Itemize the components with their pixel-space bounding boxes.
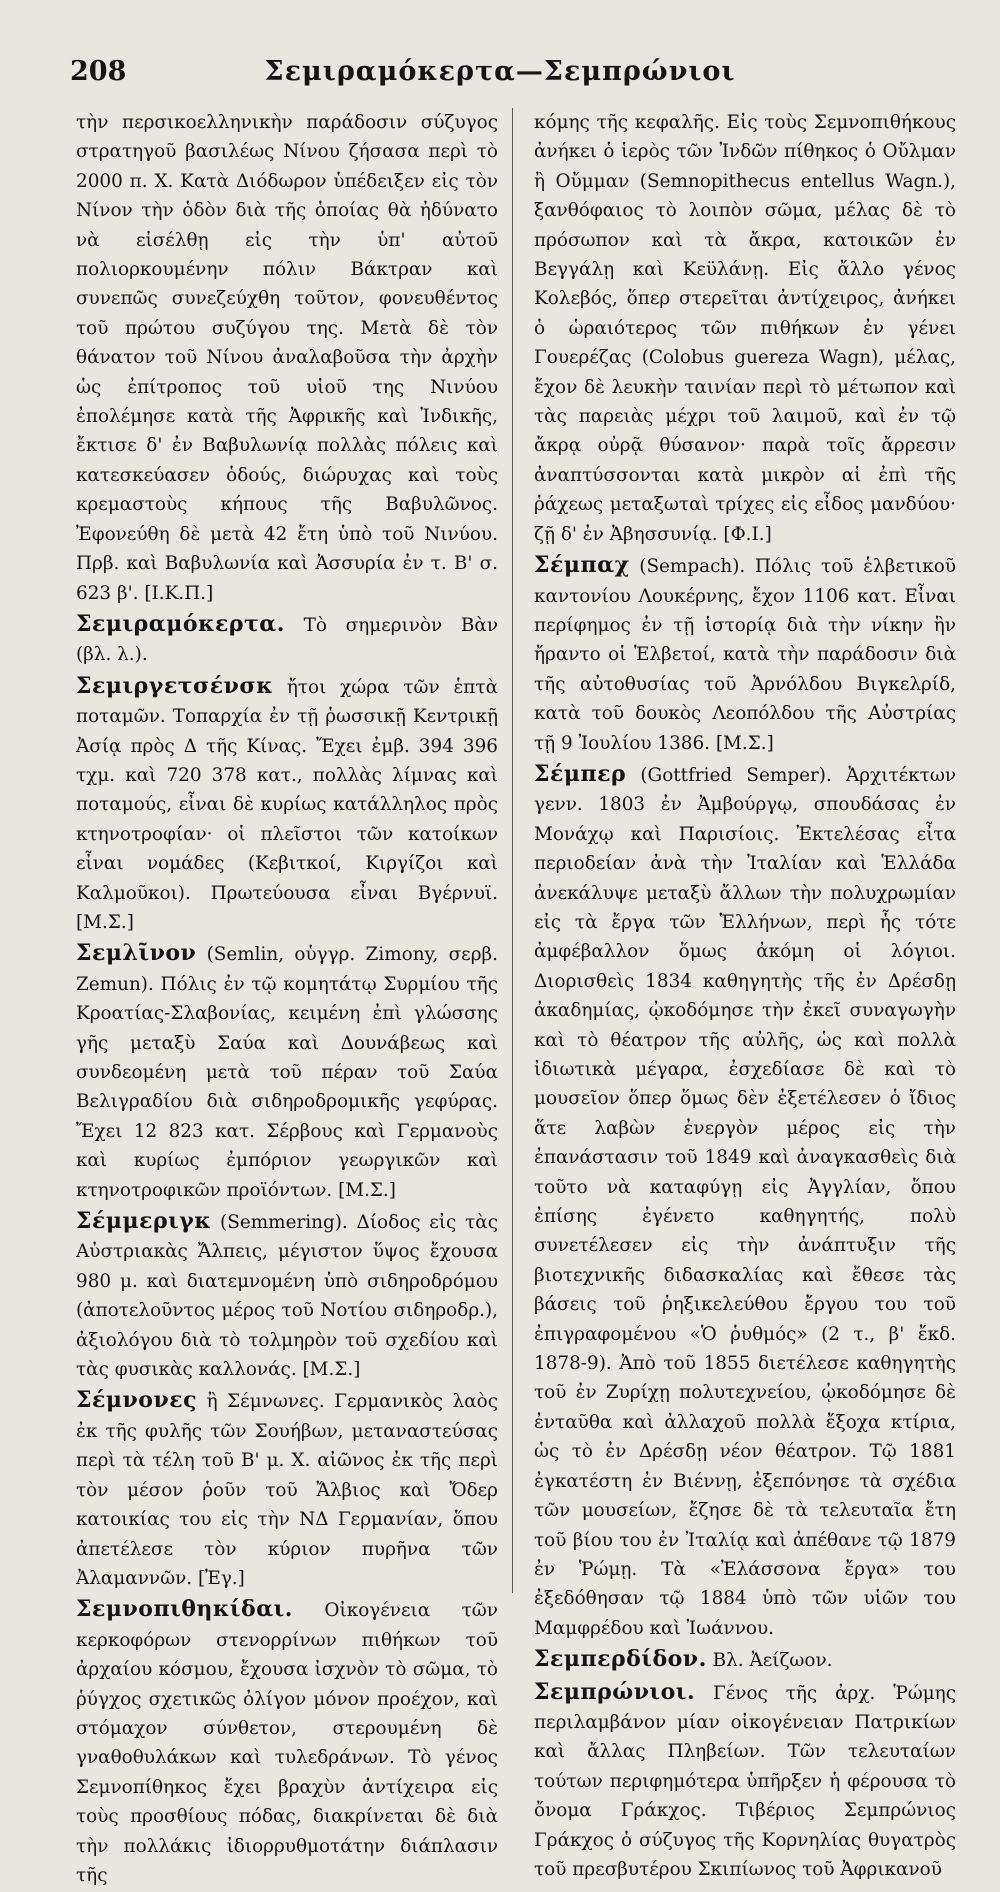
right-column [534,108,956,1886]
entry-text: Τὸ σημερινὸν Βὰν (βλ. λ.). [76,614,498,666]
entry-text: ἤτοι χώρα τῶν ἑπτὰ ποταμῶν. Τοπαρχία ἐν τῇ ῥωσσικῇ Κεντρικῇ Ἀσίᾳ πρὸς Δ τῆς Κίνας. Ἔχει ἐμβ. 394 396 τχμ. καὶ 720 378 κατ., πολλὰς λίμνας καὶ ποταμούς, εἶναι δὲ κυρίως κατάλληλος πρὸς κτηνοτροφίαν· οἱ πλεῖστοι τῶν κατοίκων εἶναι νομάδες (Κεβιτκοί, Κιργίζοι καὶ Καλμοῦκοι). Πρωτεύουσα εἶναι Βγέρνυϊ. [Μ.Σ.] [76,676,498,933]
entry-text: (Sempach). Πόλις τοῦ ἑλβετικοῦ καντονίου Λουκέρνης, ἔχον 1106 κατ. Εἶναι περίφημος ἐν τῇ ἱστορίᾳ διὰ τὴν νίκην ἣν ἤραντο οἱ Ἑλβετοί, κατὰ τὴν παράδοσιν διὰ τῆς αὐτοθυσίας τοῦ Ἀρνόλδου Βιγκελρίδ, κατὰ τοῦ δουκὸς Λεοπόλδου τῆς Αὐστρίας τῇ 9 Ἰουλίου 1386. [Μ.Σ.] [534,556,956,754]
entry-text: Βλ. Ἀείζωον. [706,1650,833,1672]
entry [76,610,498,670]
headword: Σεμνοπιθηκίδαι. [76,1596,293,1623]
running-head: Σεμιραμόκερτα—Σεμπρώνιοι [264,56,736,87]
column-divider [512,108,513,1593]
entry-text: (Semmering). Δίοδος εἰς τὰς Αὐστριακὰς Ἄλπεις, μέγιστον ὕψος ἔχουσα 980 μ. καὶ διατεμνομένη ὑπὸ σιδηροδρόμου (ἀποτελοῦντος μέρος τοῦ Νοτίου σιδηροδρ.), ἀξιολόγου διὰ τὸ τολμηρὸν τοῦ σχεδίου καὶ τὰς φυσικὰς καλλονάς. [Μ.Σ.] [76,1212,498,1381]
entry [76,1386,498,1593]
headword: Σεμιραμόκερτα. [76,610,285,637]
left-column [76,108,498,1892]
entry [76,108,498,608]
entry [76,1207,498,1384]
entry [76,939,498,1205]
headword: Σεμπερδίδον. [534,1646,707,1673]
entry-text: (Gottfried Semper). Ἀρχιτέκτων γενν. 1803 ἐν Ἀμβούργῳ, σπουδάσας ἐν Μονάχῳ καὶ Παρισίοις. Ἐκτελέσας εἶτα περιοδείαν ἀνὰ τὴν Ἰταλίαν καὶ Ἑλλάδα ἀνεκάλυψε μεταξὺ ἄλλων τὴν πολυχρωμίαν εἰς τὰ ἔργα τῶν Ἑλλήνων, περὶ ἧς τότε ἀμφέβαλλον ὅμως ἀκόμη οἱ λόγιοι. Διορισθεὶς 1834 καθηγητὴς τῆς ἐν Δρέσδῃ ἀκαδημίας, ᾠκοδόμησε τὴν ἐκεῖ συναγωγὴν καὶ τὸ θέατρον τῆς αὐλῆς, ὡς καὶ πολλὰ ἰδιωτικὰ μέγαρα, ἐσχεδίασε δὲ καὶ τὸ μουσεῖον ὅπερ ὅμως δὲν ἐξετέλεσεν ὁ ἴδιος ἅτε λαβὼν ἐνεργὸν μέρος εἰς τὴν ἐπανάστασιν τοῦ 1849 καὶ ἀναγκασθεὶς διὰ τοῦτο νὰ καταφύγῃ εἰς Ἀγγλίαν, ὅπου ἐπίσης ἐγένετο καθηγητής, πολὺ συνετέλεσεν εἰς τὴν ἀνάπτυξιν τῆς βιοτεχνικῆς διδασκαλίας καὶ ἔθεσε τὰς βάσεις τοῦ ῥηξικελεύθου ἔργου του τοῦ ἐπιγραφομένου «Ὁ ῥυθμός» (2 τ., β' ἔκδ. 1878-9). Ἀπὸ τοῦ 1855 διετέλεσε καθηγητὴς τοῦ ἐν Ζυρίχῃ πολυτεχνείου, ᾠκοδόμησε δὲ ἐνταῦθα καὶ ἀλλαχοῦ πολλὰ ἔξοχα κτίρια, ὡς τὸ ἐν Δρέσδῃ νέον θέατρον. Τῷ 1881 ἐγκατέστη ἐν Βιέννῃ, ἐξεπόνησε τὰ σχέδια τῶν μουσείων, ἔζησε δὲ τὰ τελευταῖα ἔτη τοῦ βίου του ἐν Ἰταλίᾳ καὶ ἀπέθανε τῷ 1879 ἐν Ῥώμῃ. Τὰ «Ἐλάσσονα ἔργα» του ἐξεδόθησαν τῷ 1884 ὑπὸ τῶν υἱῶν του Μαμφρέδου καὶ Ἰωάννου. [534,764,956,1639]
entry [76,672,498,938]
entry-text: κόμης τῆς κεφαλῆς. Εἰς τοὺς Σεμνοπιθήκους ἀνήκει ὁ ἱερὸς τῶν Ἰνδῶν πίθηκος ὁ Οὔλμαν ἢ Οὔμμαν (Semnopithecus entellus Wagn.), ξανθόφαιος τὸ λοιπὸν σῶμα, μέλας δὲ τὸ πρόσωπον καὶ τὰ ἄκρα, κατοικῶν ἐν Βεγγάλῃ καὶ Κεϋλάνῃ. Εἰς ἄλλο γένος Κολεβός, ὅπερ στερεῖται ἀντίχειρος, ἀνήκει ὁ ὡραιότερος τῶν πιθήκων ἐν γένει Γουερέζας (Colobus guereza Wagn), μέλας, ἔχον δὲ λευκὴν ταινίαν περὶ τὸ μέτωπον καὶ τὰς παρειὰς μέχρι τοῦ λαιμοῦ, καὶ ἐν τῷ ἄκρᾳ οὐρᾷ θύσανον· παρὰ τοῖς ἄρρεσιν ἀναπτύσσονται κατὰ μικρὸν αἱ ἐπὶ τῆς ῥάχεως μεταξωταὶ τρίχες εἰς εἶδος μανδύου· ζῇ δ' ἐν Ἀβησσυνίᾳ. [Φ.Ι.] [534,112,956,545]
page-number: 208 [70,56,127,87]
headword: Σεμλῖνον [76,940,197,967]
entry-text: Γένος τῆς ἀρχ. Ῥώμης περιλαμβάνον μίαν οἰκογένειαν Πατρικίων καὶ ἄλλας Πληβείων. Τῶν τελευταίων τούτων περιφημότερα ὑπῆρξεν ἡ φέρουσα τὸ ὄνομα Γράκχος. Τιβέριος Σεμπρώνιος Γράκχος ὁ σύζυγος τῆς Κορνηλίας θυγατρὸς τοῦ πρεσβυτέρου Σκιπίωνος τοῦ Ἀφρικανοῦ [534,1682,956,1880]
entry [534,1678,956,1885]
entry-text: Οἰκογένεια τῶν κερκοφόρων στενορρίνων πιθήκων τοῦ ἀρχαίου κόσμου, ἔχουσα ἰσχνὸν τὸ σῶμα, τὸ ῥύγχος σχετικῶς ὀλίγον μόνον προέχον, καὶ στόμαχον σύνθετον, στερουμένη δὲ γναθοθυλάκων καὶ τυλεδράνων. Τὸ γένος Σεμνοπίθηκος ἔχει βραχὺν ἀντίχειρα εἰς τοὺς προσθίους πόδας, διακρίνεται δὲ διὰ τὴν πολλάκις ἰδιορρυθμοτάτην διάπλασιν τῆς [76,1600,498,1886]
entry [534,108,956,549]
entry-text: τὴν περσικοελληνικὴν παράδοσιν σύζυγος στρατηγοῦ βασιλέως Νίνου ζήσασα περὶ τὸ 2000 π. Χ. Κατὰ Διόδωρον ὑπέδειξεν εἰς τὸν Νίνον τὴν ὁδὸν διὰ τῆς ὁποίας θὰ ἠδύνατο νὰ εἰσέλθῃ εἰς τὴν ὑπ' αὐτοῦ πολιορκουμένην πόλιν Βάκτραν καὶ συνεπῶς συνεζεύχθη τοῦτον, φονευθέντος τοῦ πρώτου συζύγου της. Μετὰ δὲ τὸν θάνατον τοῦ Νίνου ἀναλαβοῦσα τὴν ἀρχὴν ὡς ἐπίτροπος τοῦ υἱοῦ της Νινύου ἐπολέμησε κατὰ τῆς Ἀφρικῆς καὶ Ἰνδικῆς, ἔκτισε δ' ἐν Βαβυλωνίᾳ πολλὰς πόλεις καὶ κατεσκεύασεν ὁδούς, διώρυχας καὶ τοὺς κρεμαστοὺς κήπους τῆς Βαβυλῶνος. Ἐφονεύθη δὲ μετὰ 42 ἔτη ὑπὸ τοῦ Νινύου. Πρβ. καὶ Βαβυλωνία καὶ Ἀσσυρία ἐν τ. Β' σ. 623 β'. [Ι.Κ.Π.] [76,112,498,604]
headword: Σέμνονες [76,1387,198,1414]
entry [534,760,956,1643]
entry-text: (Semlin, οὑγγρ. Zimony, σερβ. Zemun). Πόλις ἐν τῷ κομητάτῳ Συρμίου τῆς Κροατίας-Σλαβονίας, κειμένη ἐπὶ γλώσσης γῆς μεταξὺ Σαύα καὶ Δουνάβεως καὶ συνδεομένη μετὰ τοῦ πέραν τοῦ Σαύα Βελιγραδίου διὰ σιδηροδρομικῆς γεφύρας. Ἔχει 12 823 κατ. Σέρβους καὶ Γερμανοὺς καὶ κυρίως ἐμπόριον γεωργικῶν καὶ κτηνοτροφικῶν προϊόντων. [Μ.Σ.] [76,944,498,1201]
headword: Σέμμεριγκ [76,1208,212,1235]
entry-text: ἢ Σέμνωνες. Γερμανικὸς λαὸς ἐκ τῆς φυλῆς τῶν Σουήβων, μεταναστεύσας περὶ τὰ τέλη τοῦ Β' μ. Χ. αἰῶνος ἐκ τῆς περὶ τὸν μέσον ῥοῦν τοῦ Ἄλβιος καὶ Ὄδερ κατοικίας του εἰς τὴν ΝΔ Γερμανίαν, ὅπου ἀπετέλεσε τὸν κύριον πυρῆνα τῶν Ἀλαμαννῶν. [Ἐγ.] [76,1391,498,1589]
headword: Σέμπαχ [534,552,630,579]
entry [76,1595,498,1890]
entry [534,1645,956,1675]
headword: Σέμπερ [534,760,627,787]
entry [534,551,956,758]
headword: Σεμιργετσένσκ [76,672,274,699]
headword: Σεμπρώνιοι. [534,1678,696,1705]
